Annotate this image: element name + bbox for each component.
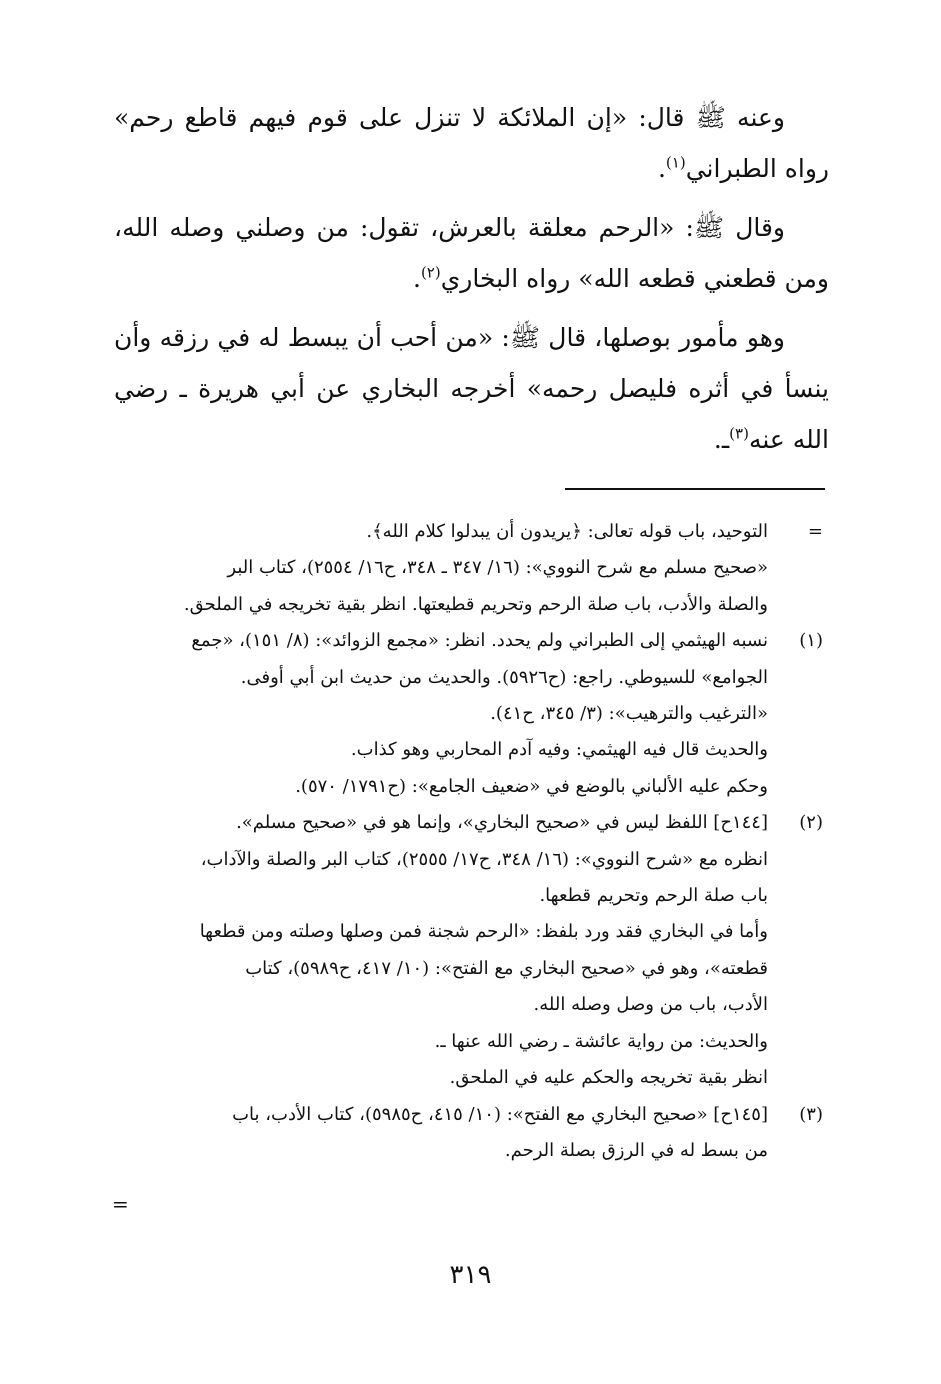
footnote-line: التوحيد، باب قوله تعالى: ﴿يريدون أن يبدلوا كلام الله﴾. <box>366 521 768 542</box>
paragraph-3-end: ـ. <box>713 425 730 454</box>
footnote-ref-2[interactable]: (٢) <box>420 263 441 282</box>
paragraph-1 <box>114 92 829 194</box>
footnote-line: قطعته»، وهو في «صحيح البخاري مع الفتح»: (١٠/ ٤١٧، ح٥٩٨٩)، كتاب <box>245 957 768 979</box>
footnote-line: والصلة والأدب، باب صلة الرحم وتحريم قطيعتها. انظر بقية تخريجه في الملحق. <box>183 593 768 615</box>
footnote-3 <box>118 1097 823 1170</box>
footnote-line: «صحيح مسلم مع شرح النووي»: (١٦/ ٣٤٧ ـ ٣٤٨، ح١٦/ ٢٥٥٤)، كتاب البر <box>227 557 768 579</box>
paragraph-1-text: وعنه ﷺ قال: «إن الملائكة لا تنزل على قوم فيهم قاطع رحم» رواه الطبراني <box>114 103 829 183</box>
paragraph-2-text: وقال ﷺ: «الرحم معلقة بالعرش، تقول: من وصلني وصله الله، ومن قطعني قطعه الله» رواه البخاري <box>114 213 829 293</box>
footnote-line: [١٤٤ح] اللفظ ليس في «صحيح البخاري»، وإنما هو في «صحيح مسلم». <box>236 812 768 834</box>
footnote-line: والحديث قال فيه الهيثمي: وفيه آدم المحاربي وهو كذاب. <box>350 739 768 761</box>
footnote-number: (٢) <box>799 812 823 834</box>
paragraph-3-text: وهو مأمور بوصلها، قال ﷺ: «من أحب أن يبسط له في رزقه وأن ينسأ في أثره فليصل رحمه» أخرجه البخاري عن أبي هريرة ـ رضي الله عنه <box>114 323 829 454</box>
footnote-line: الأدب، باب من وصل وصله الله. <box>533 994 768 1016</box>
paragraph-1-end: . <box>657 154 666 183</box>
footnote-line: نسبه الهيثمي إلى الطبراني ولم يحدد. انظر: «مجمع الزوائد»: (٨/ ١٥١)، «جمع <box>191 630 768 652</box>
paragraph-3 <box>114 312 829 465</box>
footnote-number: (١) <box>799 630 823 652</box>
page-number: ٣١٩ <box>449 1260 492 1290</box>
footnote-continuation <box>118 514 823 623</box>
footnote-line: من بسط له في الرزق بصلة الرحم. <box>504 1139 768 1161</box>
footnotes <box>118 514 823 1169</box>
continuation-mark: = <box>807 521 823 542</box>
footnote-line: «الترغيب والترهيب»: (٣/ ٣٤٥، ح٤١). <box>490 703 768 725</box>
footnote-line: [١٤٥ح] «صحيح البخاري مع الفتح»: (١٠/ ٤١٥، ح٥٩٨٥)، كتاب الأدب، باب <box>232 1103 768 1125</box>
footnote-line: والحديث: من رواية عائشة ـ رضي الله عنها ـ. <box>434 1030 768 1052</box>
paragraph-2-end: . <box>412 264 421 293</box>
footnote-number: (٣) <box>799 1103 823 1125</box>
main-text <box>114 92 829 473</box>
footnote-ref-3[interactable]: (٣) <box>729 424 749 443</box>
paragraph-2 <box>114 202 829 304</box>
continuation-mark-end: = <box>112 1192 129 1216</box>
footnote-line: الجوامع» للسيوطي. راجع: (ح٥٩٢٦). والحديث من حديث ابن أبي أوفى. <box>240 666 768 688</box>
footnote-line: انظر بقية تخريجه والحكم عليه في الملحق. <box>449 1067 768 1089</box>
footnote-line: باب صلة الرحم وتحريم قطعها. <box>539 885 768 907</box>
footnote-2 <box>118 805 823 1096</box>
footnote-line: وأما في البخاري فقد ورد بلفظ: «الرحم شجنة فمن وصلها وصلته ومن قطعها <box>199 921 768 943</box>
footnote-ref-1[interactable]: (١) <box>665 153 686 172</box>
footnote-line: وحكم عليه الألباني بالوضع في «ضعيف الجامع»: (ح١٧٩١/ ٥٧٠). <box>295 775 768 797</box>
footnote-1 <box>118 623 823 805</box>
footnote-separator <box>565 488 825 490</box>
footnote-line: انظره مع «شرح النووي»: (١٦/ ٣٤٨، ح١٧/ ٢٥٥٥)، كتاب البر والصلة والآداب، <box>200 848 768 870</box>
